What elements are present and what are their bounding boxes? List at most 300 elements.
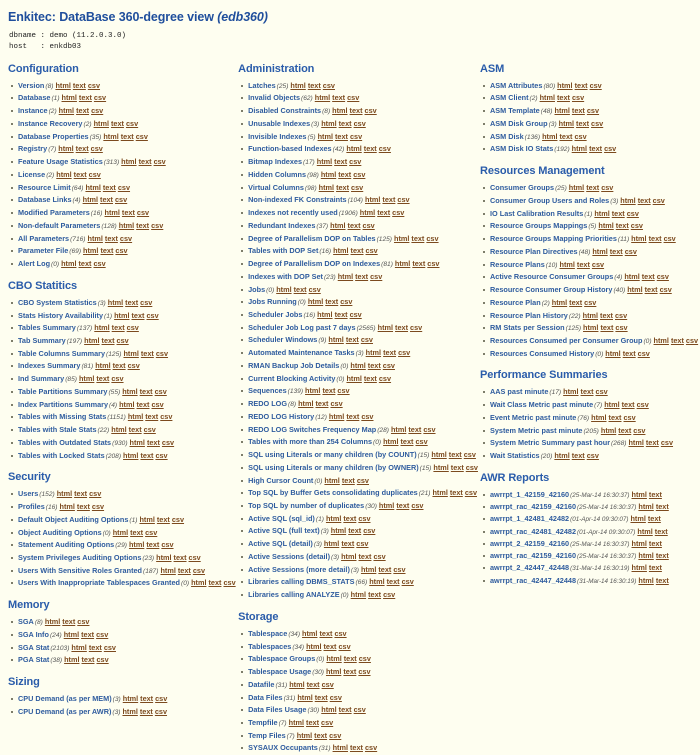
- format-link-html[interactable]: html: [296, 730, 313, 740]
- format-link-html[interactable]: html: [638, 551, 654, 561]
- format-link-csv[interactable]: csv: [353, 118, 366, 128]
- format-link-csv[interactable]: csv: [321, 679, 334, 689]
- format-link-text[interactable]: text: [293, 284, 307, 294]
- format-link-text[interactable]: text: [125, 297, 139, 307]
- format-link-csv[interactable]: csv: [362, 220, 375, 230]
- format-link-csv[interactable]: csv: [103, 642, 116, 652]
- format-link-text[interactable]: text: [615, 221, 629, 231]
- format-link-text[interactable]: text: [382, 195, 396, 205]
- format-link-text[interactable]: text: [411, 233, 425, 243]
- format-link-html[interactable]: html: [360, 564, 377, 574]
- format-link-csv[interactable]: csv: [91, 106, 104, 116]
- format-link-csv[interactable]: csv: [652, 195, 665, 205]
- format-link-text[interactable]: text: [396, 500, 410, 510]
- format-link-text[interactable]: text: [363, 144, 377, 154]
- format-link-html[interactable]: html: [624, 272, 640, 282]
- format-link-text[interactable]: text: [450, 462, 464, 472]
- format-link-html[interactable]: html: [78, 374, 95, 384]
- format-link-html[interactable]: html: [539, 93, 555, 103]
- format-link-text[interactable]: text: [140, 694, 154, 704]
- format-link-text[interactable]: text: [140, 450, 154, 460]
- format-link-csv[interactable]: csv: [154, 706, 168, 716]
- format-link-csv[interactable]: csv: [571, 93, 585, 103]
- format-link-csv[interactable]: csv: [87, 80, 101, 90]
- format-link-csv[interactable]: csv: [351, 182, 364, 192]
- format-link-text[interactable]: text: [139, 386, 153, 396]
- format-link-html[interactable]: html: [337, 271, 354, 281]
- format-link-csv[interactable]: csv: [347, 93, 360, 103]
- format-link-csv[interactable]: csv: [656, 272, 669, 282]
- format-link-csv[interactable]: csv: [633, 425, 646, 435]
- format-link-text[interactable]: text: [377, 208, 391, 218]
- format-link-text[interactable]: text: [378, 564, 392, 574]
- format-link-html[interactable]: html: [631, 538, 647, 548]
- format-link-html[interactable]: html: [112, 527, 129, 537]
- format-link-csv[interactable]: csv: [153, 157, 166, 167]
- format-link-text[interactable]: text: [146, 540, 160, 550]
- format-link-html[interactable]: html: [316, 157, 333, 167]
- format-link-html[interactable]: html: [118, 220, 135, 230]
- format-link-html[interactable]: html: [123, 450, 139, 460]
- format-link-html[interactable]: html: [288, 718, 305, 727]
- format-link-html[interactable]: html: [383, 437, 399, 447]
- format-link-csv[interactable]: csv: [361, 411, 374, 421]
- format-link-csv[interactable]: csv: [329, 692, 342, 702]
- format-link-csv[interactable]: csv: [155, 450, 168, 460]
- format-link-csv[interactable]: csv: [363, 526, 376, 536]
- format-link-text[interactable]: text: [350, 246, 364, 256]
- format-link-csv[interactable]: csv: [143, 425, 156, 435]
- format-link-text[interactable]: text: [112, 361, 126, 371]
- format-link-html[interactable]: html: [592, 246, 608, 256]
- format-link-csv[interactable]: csv: [91, 502, 105, 512]
- format-link-csv[interactable]: csv: [155, 348, 169, 358]
- format-link-html[interactable]: html: [321, 118, 337, 128]
- format-link-text[interactable]: text: [670, 335, 684, 345]
- format-link-csv[interactable]: csv: [349, 131, 363, 141]
- format-link-csv[interactable]: csv: [115, 195, 128, 205]
- format-link-html[interactable]: html: [554, 451, 570, 461]
- format-link-html[interactable]: html: [71, 642, 87, 652]
- format-link-text[interactable]: text: [644, 285, 658, 295]
- format-link-text[interactable]: text: [349, 106, 363, 116]
- format-link-html[interactable]: html: [432, 488, 448, 498]
- format-link-html[interactable]: html: [122, 386, 138, 396]
- format-link-html[interactable]: html: [56, 489, 73, 499]
- format-link-csv[interactable]: csv: [427, 259, 440, 269]
- format-link-text[interactable]: text: [408, 424, 422, 434]
- format-link-csv[interactable]: csv: [126, 323, 139, 333]
- format-link-html[interactable]: html: [58, 106, 75, 116]
- format-link-html[interactable]: html: [332, 743, 348, 753]
- format-link-csv[interactable]: csv: [338, 641, 351, 651]
- format-link-csv[interactable]: csv: [589, 80, 602, 90]
- format-link-text[interactable]: text: [138, 157, 152, 167]
- format-link-csv[interactable]: csv: [171, 514, 185, 524]
- format-link-html[interactable]: html: [326, 654, 342, 664]
- format-link-csv[interactable]: csv: [401, 577, 414, 587]
- format-link-text[interactable]: text: [78, 259, 92, 269]
- format-link-html[interactable]: html: [119, 399, 135, 409]
- format-link-html[interactable]: html: [95, 361, 111, 371]
- format-link-html[interactable]: html: [94, 323, 110, 333]
- format-link-html[interactable]: html: [122, 706, 138, 716]
- format-link-text[interactable]: text: [345, 335, 359, 345]
- format-link-csv[interactable]: csv: [415, 437, 428, 447]
- format-link-text[interactable]: text: [347, 220, 361, 230]
- format-link-text[interactable]: text: [637, 195, 651, 205]
- format-link-csv[interactable]: csv: [397, 195, 410, 205]
- format-link-csv[interactable]: csv: [353, 705, 366, 715]
- format-link-text[interactable]: text: [400, 437, 414, 447]
- format-link-html[interactable]: html: [63, 629, 80, 639]
- format-link-html[interactable]: html: [600, 425, 617, 435]
- format-link-csv[interactable]: csv: [322, 80, 335, 90]
- format-link-text[interactable]: text: [120, 131, 134, 141]
- format-link-text[interactable]: text: [648, 234, 662, 244]
- format-link-text[interactable]: text: [128, 425, 142, 435]
- format-link-text[interactable]: text: [655, 575, 669, 585]
- format-link-text[interactable]: text: [576, 259, 590, 269]
- format-link-csv[interactable]: csv: [365, 246, 378, 256]
- format-link-html[interactable]: html: [129, 437, 145, 447]
- format-link-html[interactable]: html: [64, 655, 80, 665]
- format-link-html[interactable]: html: [93, 118, 109, 128]
- format-link-html[interactable]: html: [557, 80, 573, 90]
- format-link-csv[interactable]: csv: [334, 628, 347, 638]
- format-link-text[interactable]: text: [448, 450, 462, 460]
- format-link-html[interactable]: html: [58, 144, 74, 154]
- format-link-text[interactable]: text: [73, 169, 87, 179]
- format-link-text[interactable]: text: [156, 514, 170, 524]
- format-link-html[interactable]: html: [605, 348, 621, 358]
- format-link-csv[interactable]: csv: [308, 284, 321, 294]
- format-link-csv[interactable]: csv: [340, 297, 353, 307]
- format-link-csv[interactable]: csv: [615, 323, 628, 333]
- format-link-csv[interactable]: csv: [161, 540, 174, 550]
- format-link-csv[interactable]: csv: [378, 144, 391, 154]
- format-link-html[interactable]: html: [290, 80, 306, 90]
- format-link-csv[interactable]: csv: [151, 220, 164, 230]
- format-link-html[interactable]: html: [298, 399, 314, 409]
- format-link-html[interactable]: html: [628, 438, 644, 448]
- format-link-text[interactable]: text: [343, 513, 357, 523]
- format-link-csv[interactable]: csv: [111, 374, 124, 384]
- format-link-html[interactable]: html: [594, 208, 610, 218]
- format-link-html[interactable]: html: [563, 387, 579, 397]
- format-link-html[interactable]: html: [631, 489, 647, 499]
- format-link-html[interactable]: html: [276, 284, 292, 294]
- format-link-html[interactable]: html: [156, 552, 172, 562]
- format-link-text[interactable]: text: [334, 309, 348, 319]
- format-link-csv[interactable]: csv: [349, 309, 362, 319]
- format-link-text[interactable]: text: [654, 526, 668, 536]
- format-link-html[interactable]: html: [44, 617, 61, 627]
- format-link-text[interactable]: text: [338, 169, 352, 179]
- format-link-text[interactable]: text: [139, 706, 153, 716]
- format-link-text[interactable]: text: [355, 271, 369, 281]
- format-link-csv[interactable]: csv: [574, 131, 587, 141]
- format-link-text[interactable]: text: [307, 80, 321, 90]
- format-link-html[interactable]: html: [582, 310, 599, 320]
- format-link-text[interactable]: text: [655, 551, 669, 561]
- format-link-text[interactable]: text: [571, 451, 585, 461]
- format-link-csv[interactable]: csv: [373, 551, 386, 561]
- format-link-html[interactable]: html: [328, 335, 344, 345]
- format-link-text[interactable]: text: [76, 502, 90, 512]
- format-link-csv[interactable]: csv: [591, 259, 605, 269]
- format-link-html[interactable]: html: [114, 310, 130, 320]
- format-link-text[interactable]: text: [306, 679, 320, 689]
- format-link-csv[interactable]: csv: [119, 233, 133, 243]
- format-link-text[interactable]: text: [608, 412, 622, 422]
- format-link-html[interactable]: html: [431, 450, 447, 460]
- format-link-text[interactable]: text: [600, 310, 613, 320]
- format-link-text[interactable]: text: [334, 131, 348, 141]
- format-link-csv[interactable]: csv: [188, 552, 201, 562]
- format-link-csv[interactable]: csv: [659, 285, 672, 295]
- format-link-csv[interactable]: csv: [96, 655, 109, 665]
- format-link-text[interactable]: text: [338, 118, 352, 128]
- format-link-html[interactable]: html: [314, 93, 331, 103]
- format-link-text[interactable]: text: [100, 246, 114, 256]
- format-link-text[interactable]: text: [110, 118, 124, 128]
- format-link-text[interactable]: text: [101, 335, 115, 345]
- format-link-csv[interactable]: csv: [161, 437, 175, 447]
- format-link-csv[interactable]: csv: [636, 400, 649, 410]
- format-link-text[interactable]: text: [641, 272, 655, 282]
- format-link-csv[interactable]: csv: [364, 743, 378, 753]
- format-link-text[interactable]: text: [655, 502, 669, 512]
- format-link-html[interactable]: html: [551, 297, 568, 307]
- format-link-csv[interactable]: csv: [349, 157, 362, 167]
- format-link-text[interactable]: text: [346, 411, 360, 421]
- format-link-html[interactable]: html: [317, 309, 333, 319]
- format-link-csv[interactable]: csv: [329, 730, 342, 740]
- format-link-html[interactable]: html: [121, 157, 137, 167]
- format-link-text[interactable]: text: [102, 182, 116, 192]
- format-link-csv[interactable]: csv: [358, 654, 371, 664]
- format-link-csv[interactable]: csv: [321, 718, 334, 727]
- format-link-csv[interactable]: csv: [155, 694, 168, 704]
- format-link-csv[interactable]: csv: [160, 412, 173, 422]
- format-link-text[interactable]: text: [76, 106, 90, 116]
- format-link-csv[interactable]: csv: [154, 386, 167, 396]
- format-link-csv[interactable]: csv: [382, 360, 395, 370]
- format-link-html[interactable]: html: [638, 502, 654, 512]
- format-link-csv[interactable]: csv: [115, 246, 128, 256]
- format-link-text[interactable]: text: [62, 617, 76, 627]
- format-link-html[interactable]: html: [359, 208, 376, 218]
- format-link-csv[interactable]: csv: [356, 475, 369, 485]
- format-link-text[interactable]: text: [580, 387, 594, 397]
- format-link-html[interactable]: html: [306, 641, 322, 651]
- format-link-text[interactable]: text: [383, 348, 397, 358]
- format-link-text[interactable]: text: [81, 629, 95, 639]
- format-link-text[interactable]: text: [622, 348, 636, 358]
- format-link-text[interactable]: text: [100, 195, 113, 205]
- format-link-html[interactable]: html: [127, 412, 144, 422]
- format-link-text[interactable]: text: [314, 730, 328, 740]
- format-link-csv[interactable]: csv: [358, 513, 371, 523]
- format-link-html[interactable]: html: [317, 131, 333, 141]
- format-link-csv[interactable]: csv: [426, 233, 439, 243]
- format-link-html[interactable]: html: [160, 565, 176, 575]
- format-link-csv[interactable]: csv: [330, 399, 343, 409]
- format-link-csv[interactable]: csv: [223, 578, 236, 588]
- format-link-html[interactable]: html: [61, 259, 77, 269]
- format-link-csv[interactable]: csv: [624, 246, 637, 256]
- format-link-text[interactable]: text: [306, 718, 320, 727]
- format-link-html[interactable]: html: [139, 514, 155, 524]
- format-link-csv[interactable]: csv: [356, 539, 369, 549]
- format-link-html[interactable]: html: [128, 540, 145, 550]
- format-link-csv[interactable]: csv: [586, 451, 599, 461]
- format-link-csv[interactable]: csv: [630, 221, 643, 231]
- format-link-html[interactable]: html: [631, 563, 647, 573]
- format-link-html[interactable]: html: [369, 577, 385, 587]
- format-link-html[interactable]: html: [627, 285, 643, 295]
- format-link-html[interactable]: html: [350, 590, 367, 600]
- format-link-text[interactable]: text: [645, 438, 659, 448]
- format-link-text[interactable]: text: [334, 157, 348, 167]
- format-link-html[interactable]: html: [591, 412, 607, 422]
- format-link-text[interactable]: text: [449, 488, 463, 498]
- format-link-html[interactable]: html: [542, 131, 558, 141]
- format-link-html[interactable]: html: [321, 705, 337, 715]
- format-link-csv[interactable]: csv: [89, 489, 102, 499]
- format-link-csv[interactable]: csv: [637, 348, 650, 358]
- format-link-text[interactable]: text: [121, 208, 135, 218]
- format-link-html[interactable]: html: [620, 195, 636, 205]
- format-link-html[interactable]: html: [393, 233, 410, 243]
- format-link-html[interactable]: html: [123, 348, 139, 358]
- format-link-text[interactable]: text: [315, 399, 329, 409]
- format-link-html[interactable]: html: [365, 348, 382, 358]
- format-link-csv[interactable]: csv: [96, 629, 109, 639]
- format-link-csv[interactable]: csv: [393, 564, 406, 574]
- format-link-html[interactable]: html: [583, 323, 599, 333]
- format-link-html[interactable]: html: [83, 246, 99, 256]
- format-link-text[interactable]: text: [140, 348, 154, 358]
- format-link-text[interactable]: text: [319, 628, 333, 638]
- format-link-html[interactable]: html: [325, 667, 342, 677]
- format-link-text[interactable]: text: [576, 118, 590, 128]
- format-link-csv[interactable]: csv: [151, 399, 164, 409]
- format-link-text[interactable]: text: [131, 310, 145, 320]
- format-link-text[interactable]: text: [145, 412, 159, 422]
- format-link-csv[interactable]: csv: [145, 527, 158, 537]
- format-link-text[interactable]: text: [586, 183, 600, 193]
- format-link-html[interactable]: html: [377, 322, 394, 332]
- format-link-csv[interactable]: csv: [465, 462, 478, 472]
- format-link-csv[interactable]: csv: [93, 259, 106, 269]
- format-link-html[interactable]: html: [330, 526, 347, 536]
- format-link-html[interactable]: html: [365, 195, 381, 205]
- format-link-html[interactable]: html: [61, 93, 77, 103]
- format-link-text[interactable]: text: [208, 578, 222, 588]
- format-link-text[interactable]: text: [395, 322, 409, 332]
- format-link-html[interactable]: html: [554, 106, 570, 116]
- format-link-html[interactable]: html: [191, 578, 207, 588]
- format-link-text[interactable]: text: [323, 641, 337, 651]
- format-link-csv[interactable]: csv: [93, 93, 107, 103]
- format-link-text[interactable]: text: [332, 93, 346, 103]
- format-link-html[interactable]: html: [297, 692, 313, 702]
- format-link-text[interactable]: text: [574, 80, 588, 90]
- format-link-html[interactable]: html: [598, 221, 614, 231]
- format-link-html[interactable]: html: [346, 144, 362, 154]
- format-link-html[interactable]: html: [571, 144, 588, 154]
- format-link-text[interactable]: text: [367, 360, 381, 370]
- format-link-html[interactable]: html: [350, 360, 366, 370]
- format-link-text[interactable]: text: [78, 93, 92, 103]
- format-link-text[interactable]: text: [358, 551, 372, 561]
- format-link-html[interactable]: html: [104, 208, 120, 218]
- format-link-html[interactable]: html: [320, 169, 337, 179]
- format-link-html[interactable]: html: [307, 297, 324, 307]
- format-link-csv[interactable]: csv: [117, 182, 131, 192]
- format-link-html[interactable]: html: [330, 220, 346, 230]
- format-link-csv[interactable]: csv: [601, 183, 614, 193]
- format-link-csv[interactable]: csv: [364, 106, 377, 116]
- format-link-html[interactable]: html: [122, 694, 139, 704]
- format-link-text[interactable]: text: [569, 297, 583, 307]
- format-link-text[interactable]: text: [386, 577, 400, 587]
- format-link-html[interactable]: html: [559, 259, 575, 269]
- format-link-text[interactable]: text: [88, 642, 102, 652]
- format-link-csv[interactable]: csv: [660, 438, 674, 448]
- format-link-html[interactable]: html: [84, 335, 100, 345]
- format-link-text[interactable]: text: [648, 563, 662, 573]
- format-link-html[interactable]: html: [302, 628, 318, 638]
- format-link-csv[interactable]: csv: [125, 118, 139, 128]
- format-link-html[interactable]: html: [318, 182, 335, 192]
- format-link-html[interactable]: html: [638, 575, 654, 585]
- format-link-text[interactable]: text: [136, 399, 150, 409]
- format-link-html[interactable]: html: [568, 183, 585, 193]
- format-link-csv[interactable]: csv: [358, 667, 371, 677]
- format-link-html[interactable]: html: [85, 182, 101, 192]
- format-link-csv[interactable]: csv: [88, 169, 101, 179]
- format-link-text[interactable]: text: [111, 323, 125, 333]
- format-link-text[interactable]: text: [556, 93, 570, 103]
- format-link-text[interactable]: text: [136, 220, 150, 230]
- format-link-html[interactable]: html: [390, 424, 407, 434]
- format-link-csv[interactable]: csv: [116, 335, 129, 345]
- format-link-html[interactable]: html: [59, 502, 75, 512]
- format-link-html[interactable]: html: [55, 80, 71, 90]
- format-link-text[interactable]: text: [96, 374, 110, 384]
- format-link-text[interactable]: text: [338, 705, 352, 715]
- format-link-text[interactable]: text: [589, 144, 603, 154]
- format-link-text[interactable]: text: [81, 655, 95, 665]
- format-link-csv[interactable]: csv: [392, 208, 405, 218]
- format-link-csv[interactable]: csv: [623, 412, 636, 422]
- format-link-html[interactable]: html: [394, 259, 411, 269]
- format-link-text[interactable]: text: [647, 514, 661, 524]
- format-link-csv[interactable]: csv: [685, 335, 699, 345]
- format-link-text[interactable]: text: [363, 373, 377, 383]
- format-link-csv[interactable]: csv: [135, 131, 148, 141]
- format-link-text[interactable]: text: [72, 80, 86, 90]
- format-link-text[interactable]: text: [611, 208, 625, 218]
- format-link-csv[interactable]: csv: [464, 488, 478, 498]
- format-link-csv[interactable]: csv: [383, 590, 396, 600]
- format-link-html[interactable]: html: [82, 195, 99, 205]
- format-link-html[interactable]: html: [346, 373, 362, 383]
- format-link-html[interactable]: html: [87, 233, 103, 243]
